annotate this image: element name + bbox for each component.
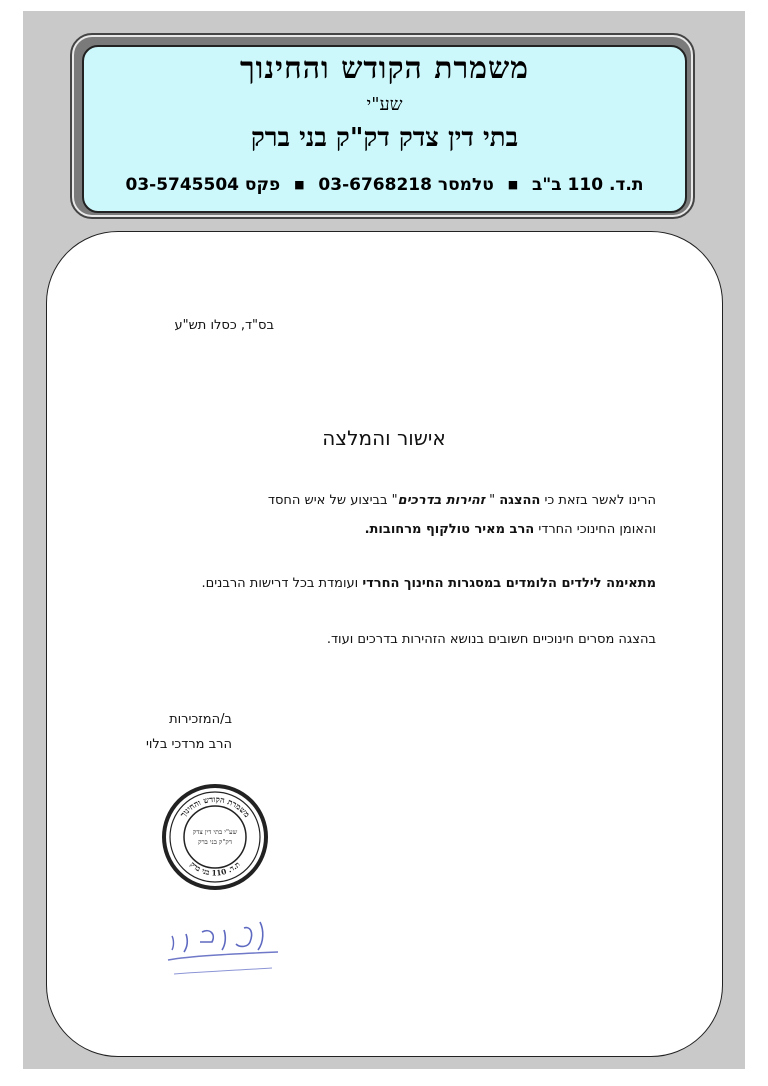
stamp-center-line-2: דק"ק בני ברק <box>198 838 232 846</box>
rabbinical-stamp-icon <box>160 782 270 892</box>
phone: טלמסר 03-6768218 <box>318 175 494 195</box>
p1-show: ההצגה <box>499 493 541 508</box>
stamp-ring-text: משמרת הקודש והחינוך <box>177 793 253 820</box>
signature-name: הרב מרדכי בלוי <box>145 737 232 752</box>
court-name: בתי דין צדק דק"ק בני ברק <box>250 123 519 153</box>
p1-quote: " <box>484 493 500 508</box>
po-box: ת.ד. 110 ב"ב <box>532 175 644 195</box>
square-bullet-icon: ■ <box>507 178 519 191</box>
stamp-center-line-1: שע"י בתי דין צדק <box>192 828 238 836</box>
p2-text: והאומן החינוכי החרדי <box>534 522 656 537</box>
signature-title: ב/המזכירות <box>169 712 232 727</box>
paragraph-1 <box>268 493 656 508</box>
handwritten-signature-icon <box>160 912 285 982</box>
org-name: משמרת הקודש והחינוך <box>239 51 530 86</box>
letter-date: בס"ד, כסלו תש"ע <box>174 318 274 333</box>
stamp-bottom-text: ת.ד. 110 בני ברק <box>188 859 242 878</box>
p3-text: ועומדת בכל דרישות הרבנים. <box>201 576 363 591</box>
p3-bold: מתאימה לילדים הלומדים במסגרות החינוך החרדי <box>362 576 656 591</box>
paragraph-2 <box>365 522 656 537</box>
fax: פקס 03-5745504 <box>125 175 281 195</box>
letterhead <box>82 45 687 213</box>
p1-text-end: " בביצוע של איש החסד <box>267 493 398 508</box>
p1-show-title: זהירות בדרכים <box>397 493 485 508</box>
paragraph-3 <box>201 576 656 591</box>
paragraph-4: בהצגה מסרים חינוכיים חשובים בנושא הזהירות בדרכים ועוד. <box>326 632 656 647</box>
letter-title: אישור והמלצה <box>322 426 446 450</box>
p1-text: הרינו לאשר בזאת כי <box>540 493 656 508</box>
p2-performer: הרב מאיר טולקוף מרחובות. <box>364 522 535 537</box>
square-bullet-icon: ■ <box>294 178 305 191</box>
contact-line <box>84 175 685 195</box>
org-subtitle: שע"י <box>366 94 403 115</box>
